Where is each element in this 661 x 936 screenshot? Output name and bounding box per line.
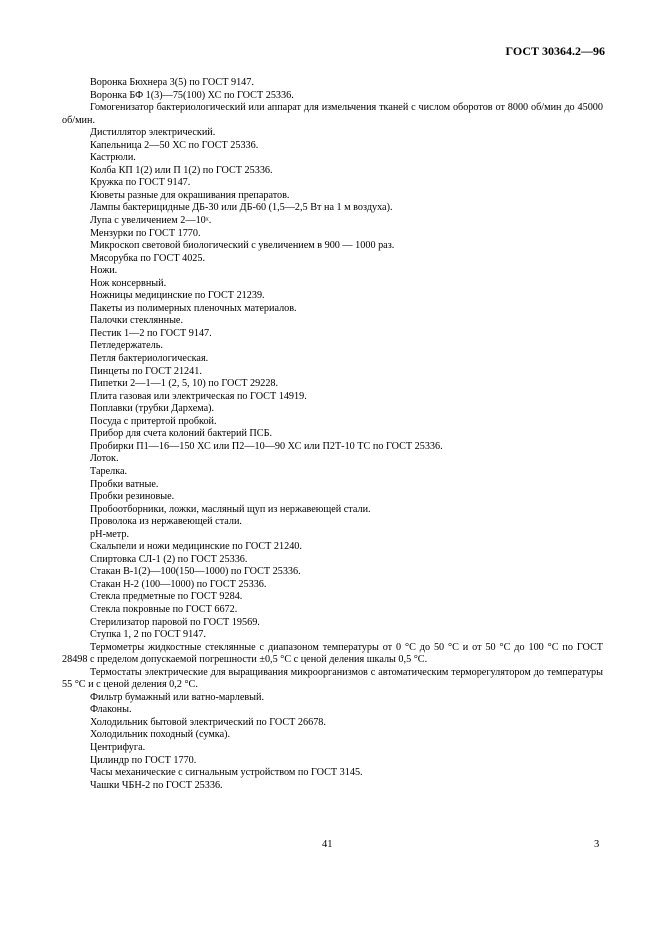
page-number: 41 <box>322 839 333 850</box>
list-item: Кюветы разные для окрашивания препаратов. <box>90 189 290 201</box>
list-item: Стакан В-1(2)—100(150—1000) по ГОСТ 25336. <box>90 566 301 578</box>
list-item: Мясорубка по ГОСТ 4025. <box>90 252 206 264</box>
list-item: Лоток. <box>90 453 119 465</box>
list-item: Холодильник походный (сумка). <box>90 729 231 741</box>
list-item: Плита газовая или электрическая по ГОСТ 14919. <box>90 390 307 402</box>
list-item: pH-метр. <box>90 528 130 540</box>
list-item: Тарелка. <box>90 465 128 477</box>
list-item: Прибор для счета колоний бактерий ПСБ. <box>90 428 272 440</box>
list-item: Мензурки по ГОСТ 1770. <box>90 227 201 239</box>
list-item: Дистиллятор электрический. <box>90 127 216 139</box>
list-item: Колба КП 1(2) или П 1(2) по ГОСТ 25336. <box>90 164 273 176</box>
list-item: Холодильник бытовой электрический по ГОСТ 26678. <box>90 716 326 728</box>
list-item: Цилиндр по ГОСТ 1770. <box>90 754 197 766</box>
list-item: Поплавки (трубки Дархема). <box>90 403 215 415</box>
list-item: Гомогенизатор бактериологический или аппарат для измельчения тканей с числом оборотов от 8000 об/мин до 45000 об/мин. <box>62 102 603 126</box>
list-item: Пипетки 2—1—1 (2, 5, 10) по ГОСТ 29228. <box>90 378 279 390</box>
list-item: Пробирки П1—16—150 ХС или П2—10—90 ХС или П2Т-10 ТС по ГОСТ 25336. <box>90 440 443 452</box>
equipment-list <box>62 77 603 792</box>
sheet-number: 3 <box>594 839 600 850</box>
list-item: Посуда с притертой пробкой. <box>90 415 217 427</box>
list-item: Петледержатель. <box>90 340 163 352</box>
list-item: Кастрюли. <box>90 152 136 164</box>
list-item: Центрифуга. <box>90 741 146 753</box>
list-item: Ножи. <box>90 265 118 277</box>
list-item: Спиртовка СЛ-1 (2) по ГОСТ 25336. <box>90 553 248 565</box>
list-item: Стерилизатор паровой по ГОСТ 19569. <box>90 616 260 628</box>
list-item: Кружка по ГОСТ 9147. <box>90 177 191 189</box>
list-item: Палочки стеклянные. <box>90 315 183 327</box>
list-item: Стекла покровные по ГОСТ 6672. <box>90 603 238 615</box>
list-item: Лупа с увеличением 2—10ˣ. <box>90 215 212 227</box>
list-item: Капельница 2—50 ХС по ГОСТ 25336. <box>90 139 259 151</box>
list-item: Пробки ватные. <box>90 478 159 490</box>
list-item: Нож консервный. <box>90 277 167 289</box>
list-item: Скальпели и ножи медицинские по ГОСТ 21240. <box>90 541 302 553</box>
document-code: ГОСТ 30364.2—96 <box>505 44 605 58</box>
list-item: Ножницы медицинские по ГОСТ 21239. <box>90 290 265 302</box>
list-item: Лампы бактерицидные ДБ-30 или ДБ-60 (1,5—2,5 Вт на 1 м воздуха). <box>90 202 393 214</box>
list-item: Стекла предметные по ГОСТ 9284. <box>90 591 243 603</box>
list-item: Флаконы. <box>90 704 132 716</box>
list-item: Термостаты электрические для выращивания микроорганизмов с автоматическим терморегулятором до температуры 55 °С и с ценой деления 0,2 °С. <box>62 666 603 691</box>
list-item: Пинцеты по ГОСТ 21241. <box>90 365 202 377</box>
list-item: Фильтр бумажный или ватно-марлевый. <box>90 691 265 703</box>
list-item: Воронка Бюхнера 3(5) по ГОСТ 9147. <box>90 77 254 88</box>
list-item: Чашки ЧБН-2 по ГОСТ 25336. <box>90 779 223 791</box>
list-item: Часы механические с сигнальным устройством по ГОСТ 3145. <box>90 767 363 779</box>
list-item: Воронка БФ 1(3)—75(100) ХС по ГОСТ 25336. <box>90 89 294 101</box>
list-item: Петля бактериологическая. <box>90 353 209 365</box>
list-item: Пакеты из полимерных пленочных материалов. <box>90 302 297 314</box>
list-item: Пробки резиновые. <box>90 491 175 503</box>
list-item: Стакан Н-2 (100—1000) по ГОСТ 25336. <box>90 578 267 590</box>
list-item: Проволока из нержавеющей стали. <box>90 516 242 528</box>
list-item: Микроскоп световой биологический с увеличением в 900 — 1000 раз. <box>90 240 395 252</box>
list-item: Пробоотборники, ложки, масляный щуп из нержавеющей стали. <box>90 503 371 515</box>
list-item: Пестик 1—2 по ГОСТ 9147. <box>90 327 212 339</box>
list-item: Термометры жидкостные стеклянные с диапазоном температуры от 0 °С до 50 °С и от 50 °С до 100 °С по ГОСТ 28498 с пределом допускаемой погрешности ±0,5 °С с ценой деления шкалы 0,5 °С. <box>62 641 603 666</box>
list-item: Ступка 1, 2 по ГОСТ 9147. <box>90 629 206 641</box>
